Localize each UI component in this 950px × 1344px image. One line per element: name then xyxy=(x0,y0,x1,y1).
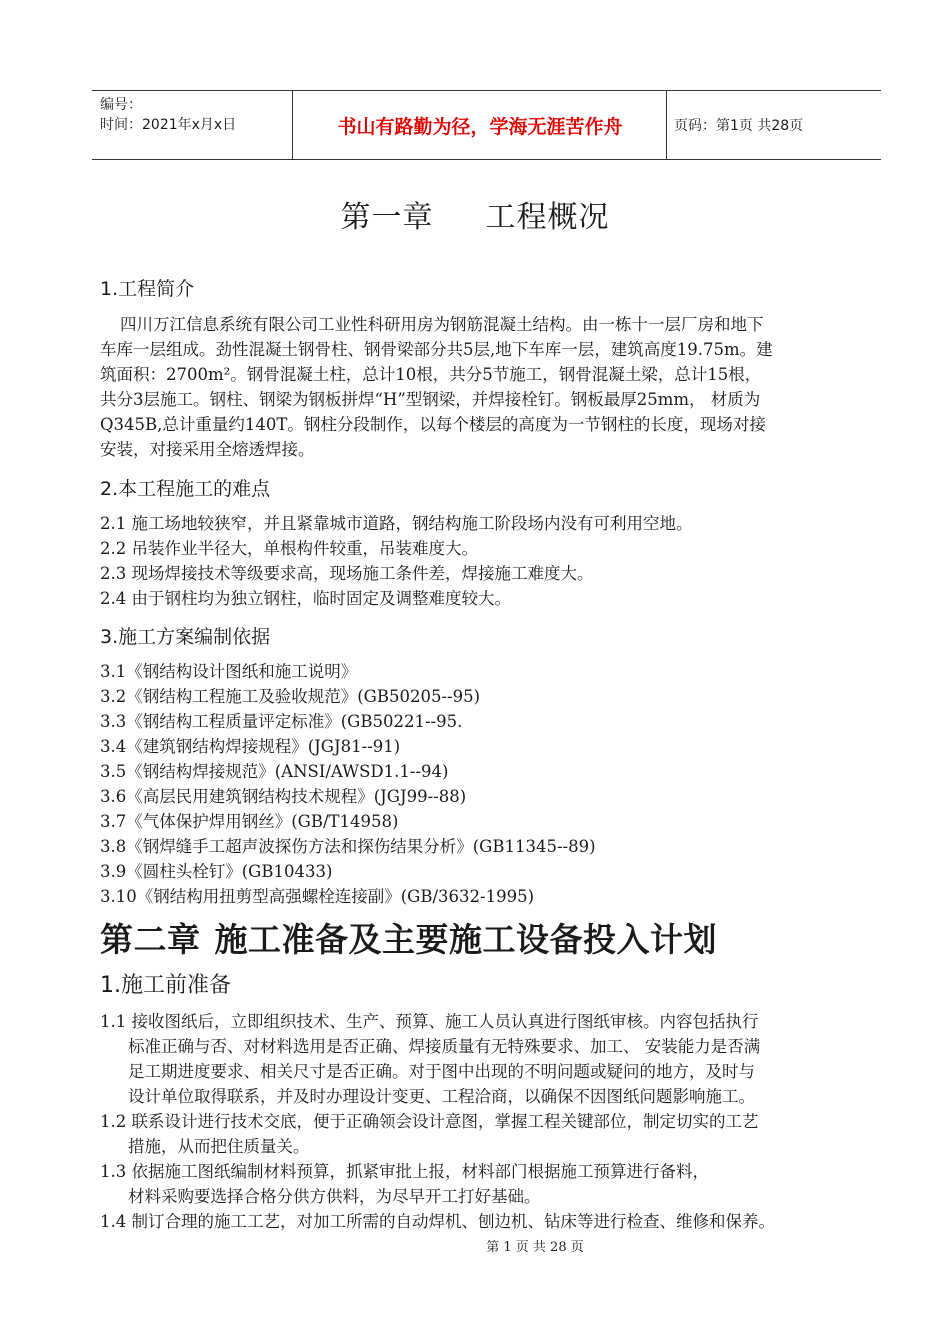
item-line: 1.3 依据施工图纸编制材料预算，抓紧审批上报，材料部门根据施工预算进行备料， xyxy=(100,1162,709,1181)
list-item: 2.2 吊装作业半径大，单根构件较重，吊装难度大。 xyxy=(100,539,478,558)
header-divider xyxy=(666,91,667,159)
header-meta xyxy=(100,95,290,135)
chapter1-title xyxy=(0,192,950,236)
list-item xyxy=(100,1109,890,1159)
item-line: 标准正确与否、对材料选用是否正确、焊接质量有无特殊要求、加工、 安装能力是否满 xyxy=(128,1037,761,1056)
item-line: 1.4 制订合理的施工工艺，对加工所需的自动焊机、刨边机、钻床等进行检查、维修和保养。 xyxy=(100,1212,775,1231)
list-item: 3.7《气体保护焊用钢丝》(GB/T14958) xyxy=(100,812,399,831)
list-item: 3.9《圆柱头栓钉》(GB10433) xyxy=(100,862,333,881)
list-item: 3.6《高层民用建筑钢结构技术规程》(JGJ99--88) xyxy=(100,787,467,806)
item-line: 1.2 联系设计进行技术交底，便于正确领会设计意图，掌握工程关键部位，制定切实的工艺 xyxy=(100,1112,759,1131)
paragraph-line: 安装，对接采用全熔透焊接。 xyxy=(100,440,315,459)
header-page-info: 页码：第1页 共28页 xyxy=(674,118,804,134)
item-line: 足工期进度要求、相关尺寸是否正确。对于图中出现的不明问题或疑问的地方，及时与 xyxy=(128,1062,755,1081)
header-divider xyxy=(292,91,293,159)
list-item: 3.1《钢结构设计图纸和施工说明》 xyxy=(100,662,358,681)
list-item: 3.4《建筑钢结构焊接规程》(JGJ81--91) xyxy=(100,737,401,756)
paragraph-line: Q345B,总计重量约140T。钢柱分段制作，以每个楼层的高度为一节钢柱的长度，现场对接 xyxy=(100,415,766,434)
paragraph-line: 四川万江信息系统有限公司工业性科研用房为钢筋混凝土结构。由一栋十一层厂房和地下 xyxy=(120,315,764,334)
section-heading: 1.施工前准备 xyxy=(100,973,231,998)
list-item: 3.3《钢结构工程质量评定标准》(GB50221--95. xyxy=(100,712,463,731)
chapter2-title xyxy=(100,914,717,961)
list-item: 3.2《钢结构工程施工及验收规范》(GB50205--95) xyxy=(100,687,481,706)
list-item: 2.3 现场焊接技术等级要求高，现场施工条件差，焊接施工难度大。 xyxy=(100,564,594,583)
document-header xyxy=(92,90,881,160)
list-item: 3.10《钢结构用扭剪型高强螺栓连接副》(GB/3632-1995) xyxy=(100,887,535,906)
list-item xyxy=(100,1009,890,1109)
item-line: 材料采购要选择合格分供方供料，为尽早开工打好基础。 xyxy=(128,1187,541,1206)
chapter2-name: 施工准备及主要施工设备投入计划 xyxy=(214,920,717,959)
page-footer: 第 1 页 共 28 页 xyxy=(486,1240,584,1255)
header-motto: 书山有路勤为径，学海无涯苦作舟 xyxy=(337,115,623,138)
section-heading: 1.工程简介 xyxy=(100,278,195,300)
section-heading: 2.本工程施工的难点 xyxy=(100,478,271,500)
chapter1-number: 第一章 xyxy=(340,200,434,235)
list-item: 3.5《钢结构焊接规范》(ANSI/AWSD1.1--94) xyxy=(100,762,449,781)
list-item xyxy=(100,1209,890,1234)
item-line: 措施，从而把住质量关。 xyxy=(128,1137,310,1156)
item-line: 设计单位取得联系，并及时办理设计变更、工程洽商，以确保不因图纸问题影响施工。 xyxy=(128,1087,755,1106)
list-item: 2.1 施工场地较狭窄，并且紧靠城市道路，钢结构施工阶段场内没有可利用空地。 xyxy=(100,514,693,533)
list-item: 3.8《钢焊缝手工超声波探伤方法和探伤结果分析》(GB11345--89) xyxy=(100,837,596,856)
chapter2-number: 第二章 xyxy=(100,920,201,959)
list-item xyxy=(100,1159,890,1209)
chapter1-name: 工程概况 xyxy=(485,200,610,235)
paragraph-line: 筑面积：2700m²。钢骨混凝土柱，总计10根，共分5节施工，钢骨混凝土梁，总计15根， xyxy=(100,365,762,384)
paragraph-line: 车库一层组成。劲性混凝土钢骨柱、钢骨梁部分共5层,地下车库一层，建筑高度19.75m。建 xyxy=(100,340,773,359)
section-heading: 3.施工方案编制依据 xyxy=(100,626,271,648)
item-line: 1.1 接收图纸后，立即组织技术、生产、预算、施工人员认真进行图纸审核。内容包括执行 xyxy=(100,1012,759,1031)
time-label: 时间：2021年x月x日 xyxy=(100,117,237,133)
list-item: 2.4 由于钢柱均为独立钢柱，临时固定及调整难度较大。 xyxy=(100,589,511,608)
section-paragraph xyxy=(100,312,875,462)
paragraph-line: 共分3层施工。钢柱、钢梁为钢板拼焊“H”型钢梁，并焊接栓钉。钢板最厚25mm， 材质为 xyxy=(100,390,761,409)
number-label: 编号： xyxy=(100,97,142,113)
